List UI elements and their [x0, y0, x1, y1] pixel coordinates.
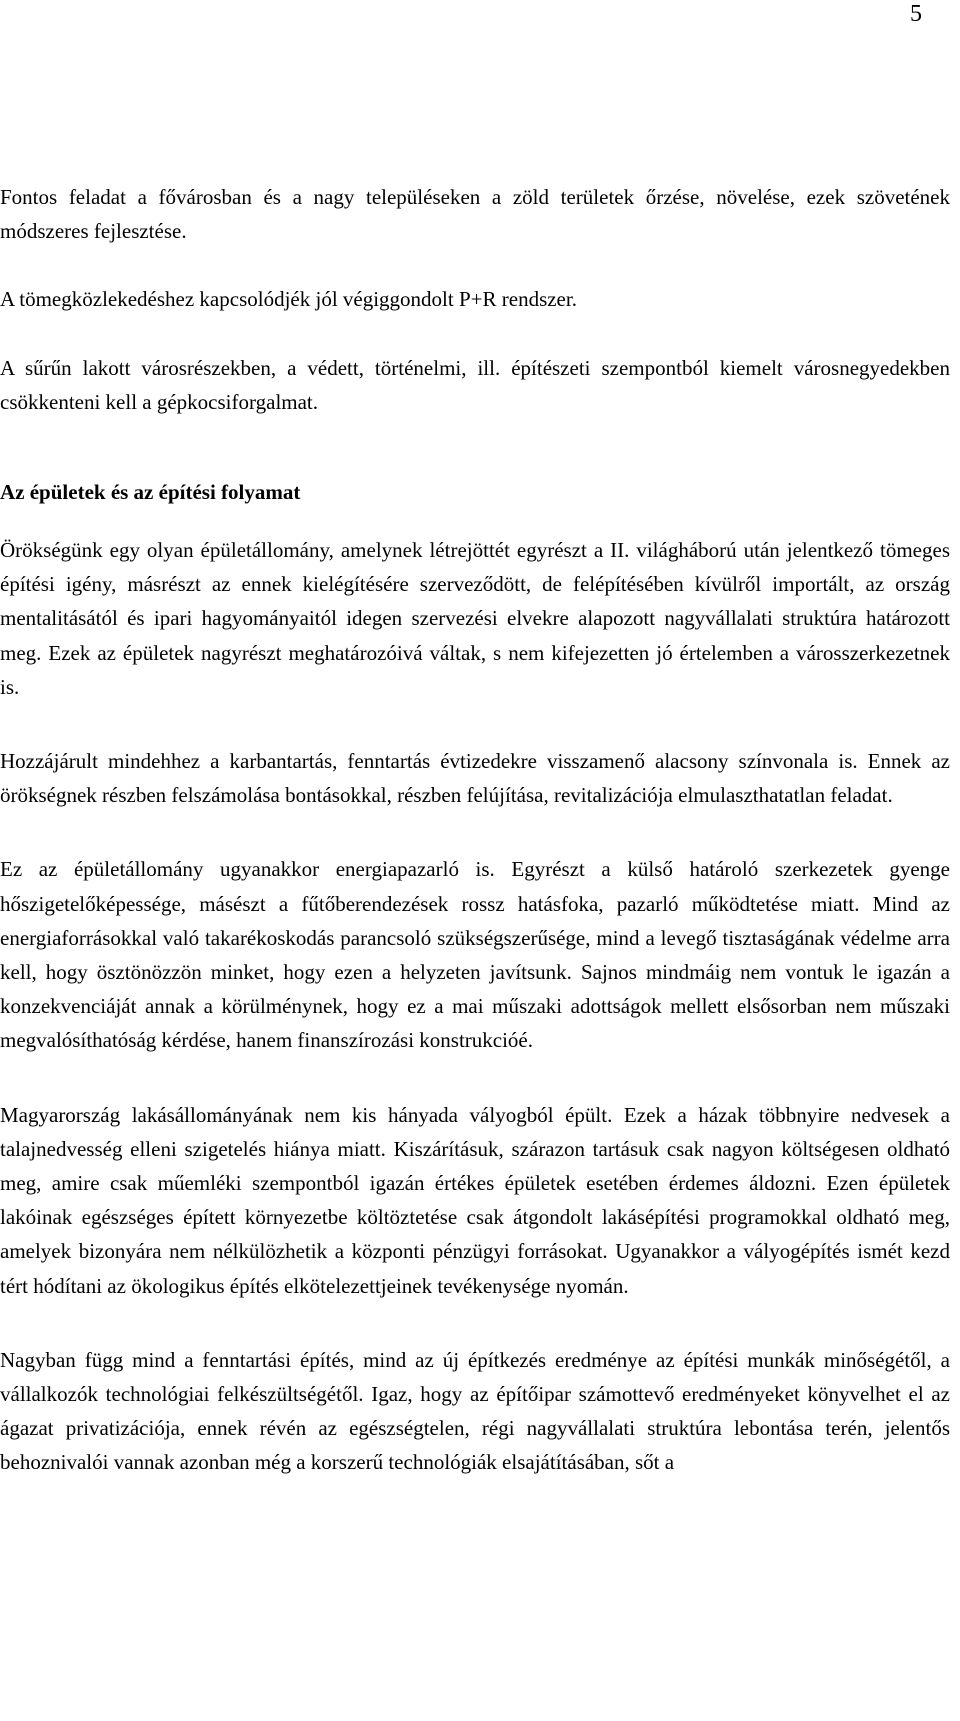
- paragraph-adobe-housing: Magyarország lakásállományának nem kis hányada vályogból épült. Ezek a házak többnyire nedvesek a talajnedvesség elleni szigetelés hiánya miatt. Kiszárításuk, szárazon tartásuk csak nagyon költségesen oldható meg, amire csak műemléki szempontból igazán értékes épületek esetében érdemes áldozni. Ezen épületek lakóinak egészséges épített környezetbe költöztetése csak átgondolt lakásépítési programokkal oldható meg, amelyek bizonyára nem nélkülözhetik a központi pénzügyi forrásokat. Ugyanakkor a vályogépítés ismét kezd tért hódítani az ökologikus építés elkötelezettjeinek tevékenysége nyomán.: [0, 1102, 950, 1298]
- paragraph-building-stock: Örökségünk egy olyan épületállomány, amelynek létrejöttét egyrészt a II. világháború után jelentkező tömeges építési igény, másrészt az ennek kielégítésére szerveződött, de felépítésében kívülről importált, az ország mentalitásától és ipari hagyományaitól idegen szervezési elvekre alapozott nagyvállalati struktúra határozott meg. Ezek az épületek nagyrészt meghatározóivá váltak, s nem kifejezetten jó értelemben a városszerkezetnek is.: [0, 538, 950, 699]
- paragraph-park-and-ride: A tömegközlekedéshez kapcsolódjék jól végiggondolt P+R rendszer.: [0, 287, 577, 312]
- page-number: 5: [910, 1, 922, 27]
- paragraph-maintenance: Hozzájárult mindehhez a karbantartás, fenntartás évtizedekre visszamenő alacsony színvonala is. Ennek az örökségnek részben felszámolása bontásokkal, részben felújítása, revitalizációja elmulaszthatatlan feladat.: [0, 749, 950, 808]
- paragraph-car-traffic: A sűrűn lakott városrészekben, a védett, történelmi, ill. építészeti szempontból kiemelt városnegyedekben csökkenteni kell a gépkocsiforgalmat.: [0, 355, 950, 414]
- paragraph-green-areas: Fontos feladat a fővárosban és a nagy településeken a zöld területek őrzése, növelése, ezek szövetének módszeres fejlesztése.: [0, 185, 950, 244]
- paragraph-energy: Ez az épületállomány ugyanakkor energiapazarló is. Egyrészt a külső határoló szerkezetek gyenge hőszigetelőképessége, másészt a fűtőberendezések rossz hatásfoka, pazarló működtetése miatt. Mind az energiaforrásokkal való takarékoskodás parancsoló szükségszerűsége, mind a levegő tisztaságának védelme arra kell, hogy ösztönözzön minket, hogy ezen a helyzeten javítsunk. Sajnos mindmáig nem vontuk le igazán a konzekvenciáját annak a körülménynek, hogy ez a mai műszaki adottságok mellett elsősorban nem műszaki megvalósíthatóság kérdése, hanem finanszírozási konstrukcióé.: [0, 857, 950, 1053]
- document-body: [0, 180, 950, 1480]
- paragraph-construction-quality: Nagyban függ mind a fenntartási építés, mind az új építkezés eredménye az építési munkák minőségétől, a vállalkozók technológiai felkészültségétől. Igaz, hogy az építőipar számottevő eredményeket könyvelhet el az ágazat privatizációja, ennek révén az egészségtelen, régi nagyvállalati struktúra lebontása terén, jelentős behoznivalói vannak azonban még a korszerű technológiák elsajátításában, sőt a: [0, 1347, 950, 1475]
- section-heading: Az épületek és az építési folyamat: [0, 480, 301, 505]
